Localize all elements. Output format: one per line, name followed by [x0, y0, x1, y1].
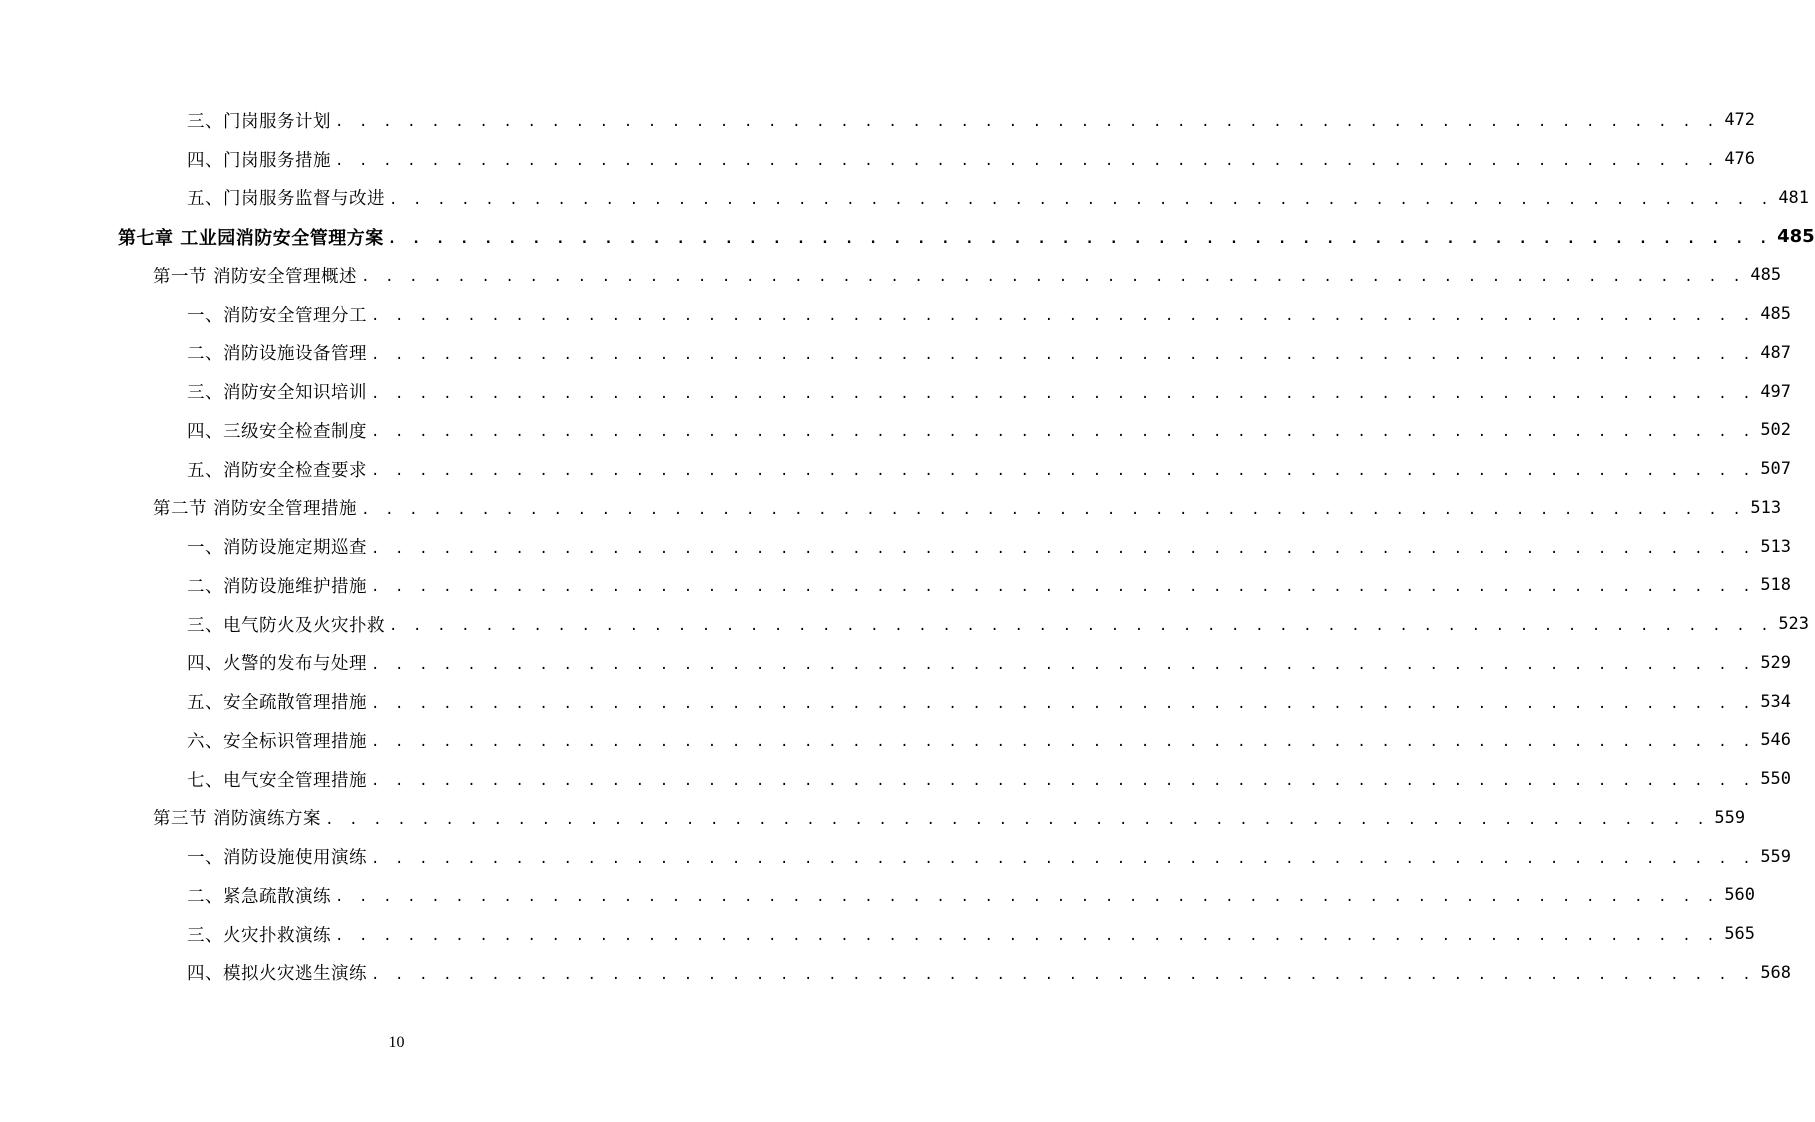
toc-chapter-entry[interactable]: [0, 217, 1815, 256]
toc-dot-leader: . . . . . . . . . . . . . . . . . . . . . . . . . . . . . . . . . . . . . . . . . . . . . . . . . . . . . . . . . .: [371, 734, 1755, 751]
toc-entry-page-number: 550: [1760, 769, 1792, 790]
toc-entry-page-number: 481: [1778, 187, 1810, 208]
toc-subsection-entry[interactable]: [0, 566, 1792, 605]
toc-subsection-entry[interactable]: [0, 644, 1792, 683]
toc-dot-leader: . . . . . . . . . . . . . . . . . . . . . . . . . . . . . . . . . . . . . . . . . . . . . . . . . . . . . . . . . .: [371, 346, 1755, 363]
toc-dot-leader: . . . . . . . . . . . . . . . . . . . . . . . . . . . . . . . . . . . . . . . . . . . . . . . . . . . . . . . . . .: [371, 773, 1755, 790]
toc-entry-page-number: 476: [1724, 149, 1756, 170]
toc-entry-page-number: 568: [1760, 962, 1792, 983]
toc-entry-page-number: 487: [1760, 342, 1792, 363]
toc-entry-page-number: 472: [1724, 110, 1756, 131]
toc-dot-leader: . . . . . . . . . . . . . . . . . . . . . . . . . . . . . . . . . . . . . . . . . . . . . . . . . . . . . . . . . .: [371, 385, 1755, 402]
toc-entry-page-number: 559: [1714, 807, 1746, 828]
toc-dot-leader: . . . . . . . . . . . . . . . . . . . . . . . . . . . . . . . . . . . . . . . . . . . . . . . . . . . . . . . . . .: [389, 618, 1773, 635]
page-number: 10: [388, 1034, 405, 1051]
toc-entry-title: 七、电气安全管理措施: [187, 770, 367, 791]
toc-subsection-entry[interactable]: [0, 605, 1810, 644]
toc-dot-leader: . . . . . . . . . . . . . . . . . . . . . . . . . . . . . . . . . . . . . . . . . . . . . . . . . . . . . . . . . .: [361, 501, 1745, 518]
toc-entry-page-number: 485: [1750, 265, 1782, 286]
toc-subsection-entry[interactable]: [0, 954, 1792, 993]
toc-entry-page-number: 529: [1760, 652, 1792, 673]
toc-entry-page-number: 502: [1760, 420, 1792, 441]
toc-dot-leader: . . . . . . . . . . . . . . . . . . . . . . . . . . . . . . . . . . . . . . . . . . . . . . . . . . . . . . . . . .: [361, 269, 1745, 286]
toc-section-entry[interactable]: [0, 799, 1746, 838]
toc-entry-title: 二、消防设施设备管理: [187, 344, 367, 365]
toc-dot-leader: . . . . . . . . . . . . . . . . . . . . . . . . . . . . . . . . . . . . . . . . . . . . . . . . . . . . . . . . . .: [371, 463, 1755, 480]
toc-entry-title: 一、消防安全管理分工: [187, 305, 367, 326]
toc-dot-leader: . . . . . . . . . . . . . . . . . . . . . . . . . . . . . . . . . . . . . . . . . . . . . . . . . . . . . . . . . .: [335, 889, 1719, 906]
toc-subsection-entry[interactable]: [0, 837, 1792, 876]
toc-dot-leader: . . . . . . . . . . . . . . . . . . . . . . . . . . . . . . . . . . . . . . . . . . . . . . . . . . . . . . . . . .: [371, 579, 1755, 596]
toc-entry-page-number: 507: [1760, 459, 1792, 480]
table-of-contents: [0, 101, 1815, 992]
toc-entry-title: 五、门岗服务监督与改进: [187, 189, 385, 210]
toc-dot-leader: . . . . . . . . . . . . . . . . . . . . . . . . . . . . . . . . . . . . . . . . . . . . . . . . . . . . . . . . . .: [335, 928, 1719, 945]
toc-dot-leader: . . . . . . . . . . . . . . . . . . . . . . . . . . . . . . . . . . . . . . . . . . . . . . . . . . . . . . . . . .: [371, 424, 1755, 441]
toc-entry-title: 四、门岗服务措施: [187, 150, 331, 171]
toc-entry-page-number: 534: [1760, 691, 1792, 712]
toc-entry-title: 三、电气防火及火灾扑救: [187, 615, 385, 636]
toc-entry-title: 三、消防安全知识培训: [187, 383, 367, 404]
toc-entry-page-number: 485: [1760, 304, 1792, 325]
toc-entry-page-number: 497: [1760, 381, 1792, 402]
toc-entry-page-number: 546: [1760, 730, 1792, 751]
toc-subsection-entry[interactable]: [0, 721, 1792, 760]
toc-entry-title: 一、消防设施定期巡查: [187, 538, 367, 559]
toc-entry-title: 第七章 工业园消防安全管理方案: [118, 227, 384, 249]
toc-entry-title: 第一节 消防安全管理概述: [153, 266, 358, 287]
toc-entry-title: 二、紧急疏散演练: [187, 886, 331, 907]
toc-entry-page-number: 565: [1724, 924, 1756, 945]
toc-section-entry[interactable]: [0, 489, 1782, 528]
toc-section-entry[interactable]: [0, 256, 1782, 295]
toc-dot-leader: . . . . . . . . . . . . . . . . . . . . . . . . . . . . . . . . . . . . . . . . . . . . . . . . . . . . . . . . . .: [371, 695, 1755, 712]
toc-dot-leader: . . . . . . . . . . . . . . . . . . . . . . . . . . . . . . . . . . . . . . . . . . . . . . . . . . . . . . . . . .: [371, 656, 1755, 673]
toc-dot-leader: . . . . . . . . . . . . . . . . . . . . . . . . . . . . . . . . . . . . . . . . . . . . . . . . . . . . . . . . . .: [335, 114, 1719, 131]
toc-dot-leader: . . . . . . . . . . . . . . . . . . . . . . . . . . . . . . . . . . . . . . . . . . . . . . . . . . . . . . . . . .: [325, 811, 1709, 828]
toc-subsection-entry[interactable]: [0, 295, 1792, 334]
toc-entry-page-number: 485: [1777, 226, 1815, 248]
toc-entry-page-number: 560: [1724, 885, 1756, 906]
toc-subsection-entry[interactable]: [0, 760, 1792, 799]
toc-entry-title: 三、门岗服务计划: [187, 111, 331, 132]
toc-subsection-entry[interactable]: [0, 101, 1756, 140]
toc-subsection-entry[interactable]: [0, 915, 1756, 954]
toc-subsection-entry[interactable]: [0, 411, 1792, 450]
toc-subsection-entry[interactable]: [0, 527, 1792, 566]
toc-dot-leader: . . . . . . . . . . . . . . . . . . . . . . . . . . . . . . . . . . . . . . . . . . . . . . . . . . . . . . . . . .: [371, 308, 1755, 325]
toc-subsection-entry[interactable]: [0, 372, 1792, 411]
toc-entry-title: 第三节 消防演练方案: [153, 809, 322, 830]
toc-entry-page-number: 559: [1760, 846, 1792, 867]
toc-entry-page-number: 518: [1760, 575, 1792, 596]
toc-entry-title: 五、消防安全检查要求: [187, 460, 367, 481]
toc-entry-page-number: 513: [1760, 536, 1792, 557]
toc-entry-title: 三、火灾扑救演练: [187, 925, 331, 946]
toc-dot-leader: . . . . . . . . . . . . . . . . . . . . . . . . . . . . . . . . . . . . . . . . . . . . . . . . . . . . . . . . . .: [387, 230, 1772, 247]
toc-entry-title: 第二节 消防安全管理措施: [153, 499, 358, 520]
toc-entry-title: 四、火警的发布与处理: [187, 654, 367, 675]
toc-entry-page-number: 523: [1778, 614, 1810, 635]
toc-subsection-entry[interactable]: [0, 876, 1756, 915]
toc-entry-title: 四、三级安全检查制度: [187, 421, 367, 442]
toc-subsection-entry[interactable]: [0, 450, 1792, 489]
toc-dot-leader: . . . . . . . . . . . . . . . . . . . . . . . . . . . . . . . . . . . . . . . . . . . . . . . . . . . . . . . . . .: [335, 153, 1719, 170]
toc-dot-leader: . . . . . . . . . . . . . . . . . . . . . . . . . . . . . . . . . . . . . . . . . . . . . . . . . . . . . . . . . .: [371, 540, 1755, 557]
toc-subsection-entry[interactable]: [0, 334, 1792, 373]
toc-dot-leader: . . . . . . . . . . . . . . . . . . . . . . . . . . . . . . . . . . . . . . . . . . . . . . . . . . . . . . . . . .: [371, 966, 1755, 983]
toc-subsection-entry[interactable]: [0, 682, 1792, 721]
toc-entry-title: 四、模拟火灾逃生演练: [187, 964, 367, 985]
toc-entry-title: 五、安全疏散管理措施: [187, 693, 367, 714]
toc-subsection-entry[interactable]: [0, 179, 1810, 218]
toc-subsection-entry[interactable]: [0, 140, 1756, 179]
toc-dot-leader: . . . . . . . . . . . . . . . . . . . . . . . . . . . . . . . . . . . . . . . . . . . . . . . . . . . . . . . . . .: [371, 850, 1755, 867]
toc-entry-page-number: 513: [1750, 497, 1782, 518]
toc-entry-title: 一、消防设施使用演练: [187, 848, 367, 869]
toc-entry-title: 二、消防设施维护措施: [187, 576, 367, 597]
toc-entry-title: 六、安全标识管理措施: [187, 731, 367, 752]
toc-dot-leader: . . . . . . . . . . . . . . . . . . . . . . . . . . . . . . . . . . . . . . . . . . . . . . . . . . . . . . . . . .: [389, 191, 1773, 208]
